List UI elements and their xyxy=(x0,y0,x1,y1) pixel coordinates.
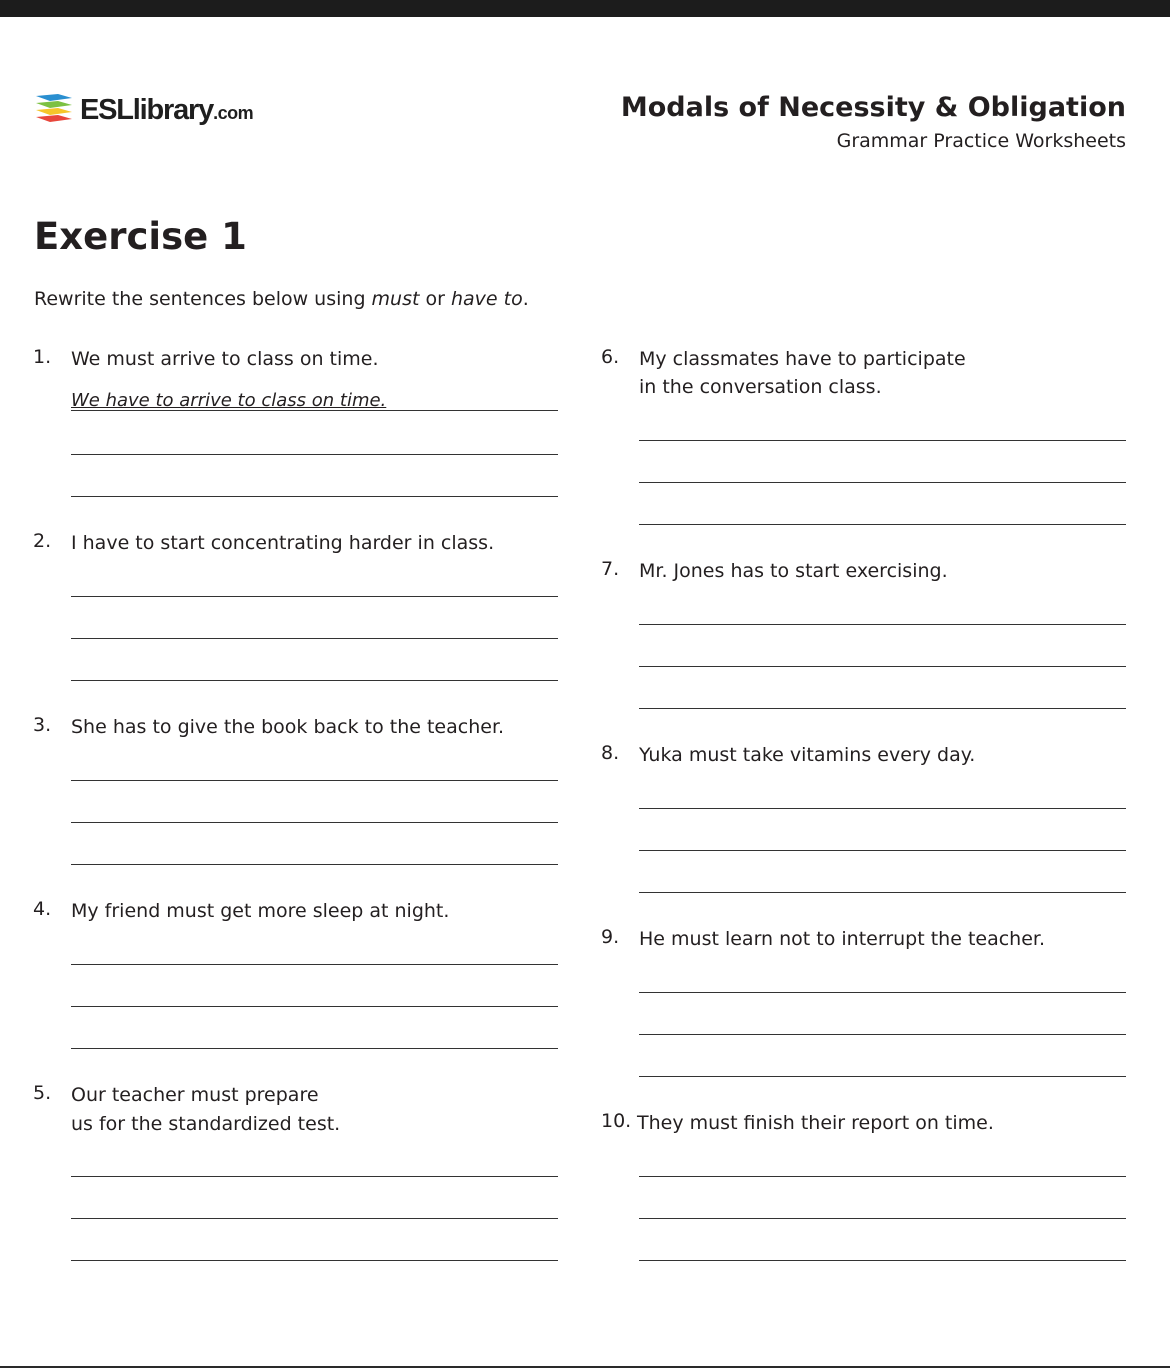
answer-line[interactable] xyxy=(639,1176,1126,1177)
esl-library-logo xyxy=(34,90,253,130)
logo-suffix: .com xyxy=(213,102,254,123)
question-text-6-line-2: in the conversation class. xyxy=(639,376,882,398)
instructions-middle: or xyxy=(419,288,451,310)
answer-line[interactable] xyxy=(71,864,558,865)
answer-line[interactable] xyxy=(639,708,1126,709)
answer-line[interactable] xyxy=(71,822,558,823)
answer-line[interactable] xyxy=(71,964,558,965)
logo-brand: ESLlibrary xyxy=(80,93,214,126)
answer-line[interactable] xyxy=(639,482,1126,483)
answer-line[interactable] xyxy=(71,1176,558,1177)
answer-line[interactable] xyxy=(71,1006,558,1007)
question-number-6: 6. xyxy=(601,346,620,368)
answer-line[interactable] xyxy=(639,524,1126,525)
answer-line[interactable] xyxy=(639,440,1126,441)
question-text-6-line-1: My classmates have to participate xyxy=(639,348,966,370)
question-text-2: I have to start concentrating harder in class. xyxy=(71,532,495,554)
answer-line[interactable] xyxy=(71,596,558,597)
answer-line[interactable] xyxy=(639,1076,1126,1077)
answer-line[interactable] xyxy=(71,410,558,411)
worksheet-title: Modals of Necessity & Obligation xyxy=(620,92,1126,123)
answer-line[interactable] xyxy=(639,1034,1126,1035)
answer-line[interactable] xyxy=(639,892,1126,893)
instructions xyxy=(34,288,529,310)
instructions-prefix: Rewrite the sentences below using xyxy=(34,288,372,310)
question-number-1: 1. xyxy=(33,346,52,368)
question-text-5-line-2: us for the standardized test. xyxy=(71,1113,341,1135)
answer-line[interactable] xyxy=(71,780,558,781)
question-number-4: 4. xyxy=(33,898,52,920)
answer-line[interactable] xyxy=(71,1048,558,1049)
stacked-books-icon xyxy=(34,92,74,128)
question-number-3: 3. xyxy=(33,714,52,736)
answer-line[interactable] xyxy=(71,1218,558,1219)
top-bar xyxy=(0,0,1170,17)
answer-line[interactable] xyxy=(639,992,1126,993)
question-number-10: 10. xyxy=(601,1110,632,1132)
answer-line[interactable] xyxy=(639,808,1126,809)
question-text-9: He must learn not to interrupt the teacher. xyxy=(639,928,1046,950)
question-text-1: We must arrive to class on time. xyxy=(71,348,379,370)
answer-line[interactable] xyxy=(71,1260,558,1261)
answer-line[interactable] xyxy=(71,454,558,455)
answer-line[interactable] xyxy=(639,1218,1126,1219)
question-text-5-line-1: Our teacher must prepare xyxy=(71,1084,319,1106)
answer-line[interactable] xyxy=(71,638,558,639)
question-text-3: She has to give the book back to the teacher. xyxy=(71,716,505,738)
question-text-8: Yuka must take vitamins every day. xyxy=(639,744,976,766)
question-text-4: My friend must get more sleep at night. xyxy=(71,900,450,922)
question-text-10: They must finish their report on time. xyxy=(637,1112,994,1134)
logo-text xyxy=(80,93,254,126)
example-answer: We have to arrive to class on time. xyxy=(71,390,387,411)
answer-line[interactable] xyxy=(639,666,1126,667)
instructions-suffix: . xyxy=(522,288,529,310)
answer-line[interactable] xyxy=(71,680,558,681)
question-number-7: 7. xyxy=(601,558,620,580)
question-number-9: 9. xyxy=(601,926,620,948)
question-number-8: 8. xyxy=(601,742,620,764)
instructions-word-have-to: have to xyxy=(450,288,523,310)
answer-line[interactable] xyxy=(639,850,1126,851)
question-number-5: 5. xyxy=(33,1082,52,1104)
worksheet-subtitle: Grammar Practice Worksheets xyxy=(836,130,1126,152)
instructions-word-must: must xyxy=(371,288,420,310)
answer-line[interactable] xyxy=(639,1260,1126,1261)
question-text-7: Mr. Jones has to start exercising. xyxy=(639,560,948,582)
question-number-2: 2. xyxy=(33,530,52,552)
answer-line[interactable] xyxy=(639,624,1126,625)
exercise-title: Exercise 1 xyxy=(34,215,247,258)
answer-line[interactable] xyxy=(71,496,558,497)
